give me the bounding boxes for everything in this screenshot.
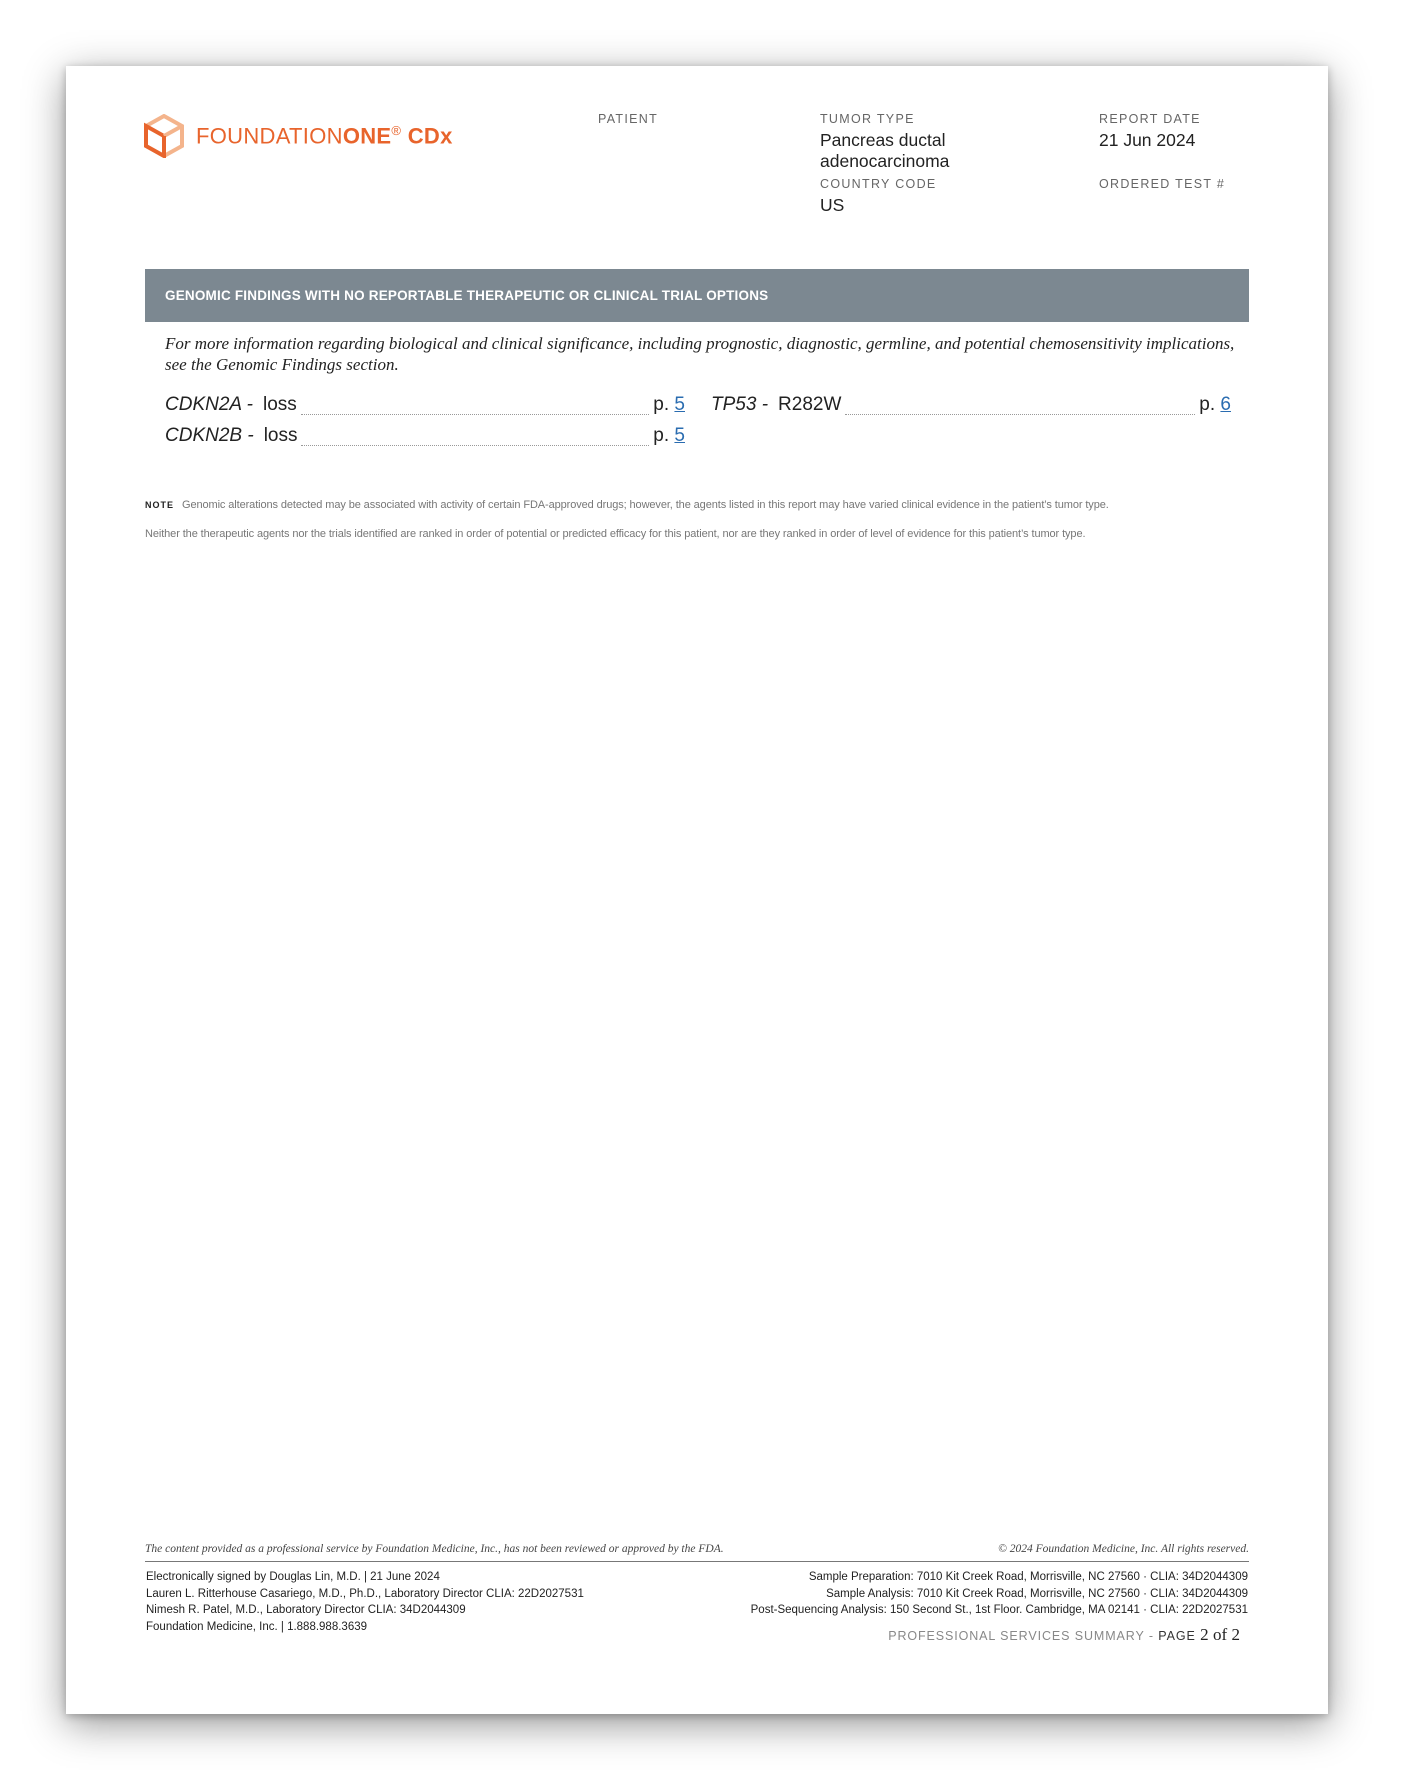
patient-label: PATIENT [598, 112, 659, 126]
page-reference: p. 5 [653, 425, 685, 446]
page-link[interactable]: 5 [674, 425, 685, 446]
page-link[interactable]: 5 [674, 394, 685, 415]
tumor-type-line2: adenocarcinoma [820, 151, 950, 171]
sample-preparation: Sample Preparation: 7010 Kit Creek Road, Morrisville, NC 27560 · CLIA: 34D2044309 [808, 1571, 1248, 1583]
gene-name: CDKN2B - [165, 425, 254, 446]
footer-divider [145, 1561, 1249, 1562]
report-date-value: 21 Jun 2024 [1099, 130, 1196, 150]
gene-name: TP53 - [711, 394, 769, 415]
alteration: loss [262, 394, 297, 415]
finding-row [165, 394, 685, 420]
signature-block [146, 1569, 584, 1635]
tumor-type-value [820, 130, 949, 172]
signed-by: Electronically signed by Douglas Lin, M.D. | 21 June 2024 [146, 1571, 440, 1583]
post-sequencing-analysis: Post-Sequencing Analysis: 150 Second St., 1st Floor. Cambridge, MA 02141 · CLIA: 22D2027531 [750, 1604, 1248, 1616]
dot-leader [845, 414, 1195, 415]
note-text-1: Genomic alterations detected may be associated with activity of certain FDA-approved drugs; however, the agents listed in this report may have varied clinical evidence in the patient’s tumor type. [182, 499, 1109, 511]
gene-name: CDKN2A - [165, 394, 253, 415]
lab-director-2: Nimesh R. Patel, M.D., Laboratory Director CLIA: 34D2044309 [146, 1604, 466, 1616]
alteration: R282W [778, 394, 842, 415]
finding-row [711, 394, 1231, 420]
alteration: loss [263, 425, 298, 446]
page-link[interactable]: 6 [1220, 394, 1231, 415]
note-line-1 [145, 499, 1109, 511]
foundation-one-cdx-logo [144, 114, 453, 158]
tumor-type-line1: Pancreas ductal [820, 130, 946, 150]
section-banner-title: GENOMIC FINDINGS WITH NO REPORTABLE THERAPEUTIC OR CLINICAL TRIAL OPTIONS [165, 288, 769, 303]
country-code-label: COUNTRY CODE [820, 177, 937, 191]
note-line-2: Neither the therapeutic agents nor the trials identified are ranked in order of potential or predicted efficacy for this patient, nor are they ranked in order of level of evidence for this patient’s tumor type. [145, 528, 1086, 540]
sample-analysis: Sample Analysis: 7010 Kit Creek Road, Morrisville, NC 27560 · CLIA: 34D2044309 [826, 1587, 1248, 1600]
report-page [66, 66, 1328, 1714]
page-reference: p. 5 [653, 394, 685, 415]
fda-disclaimer: The content provided as a professional service by Foundation Medicine, Inc., has not been reviewed or approved by the FDA. [145, 1543, 724, 1555]
section-banner [145, 269, 1249, 322]
page-number: PROFESSIONAL SERVICES SUMMARY - PAGE 2 of 2 [888, 1625, 1240, 1644]
dot-leader [301, 445, 649, 446]
lab-locations [751, 1569, 1248, 1619]
copyright: © 2024 Foundation Medicine, Inc. All rights reserved. [998, 1543, 1249, 1555]
logo-wordmark: FOUNDATIONONE® CDx [196, 122, 453, 149]
dot-leader [301, 414, 650, 415]
note-label: NOTE [145, 500, 175, 510]
company-contact: Foundation Medicine, Inc. | 1.888.988.3639 [146, 1620, 368, 1633]
tumor-type-label: TUMOR TYPE [820, 112, 915, 126]
section-intro: For more information regarding biological and clinical significance, including prognostic, diagnostic, germline, and potential chemosensitivity implications, see the Genomic Findings section. [165, 334, 1235, 374]
cube-logo-icon [144, 114, 184, 158]
country-code-value: US [820, 195, 845, 215]
lab-director-1: Lauren L. Ritterhouse Casariego, M.D., Ph.D., Laboratory Director CLIA: 22D2027531 [146, 1587, 584, 1600]
report-date-label: REPORT DATE [1099, 112, 1201, 126]
page-reference: p. 6 [1199, 394, 1231, 415]
ordered-test-label: ORDERED TEST # [1099, 177, 1226, 191]
finding-row [165, 425, 685, 451]
